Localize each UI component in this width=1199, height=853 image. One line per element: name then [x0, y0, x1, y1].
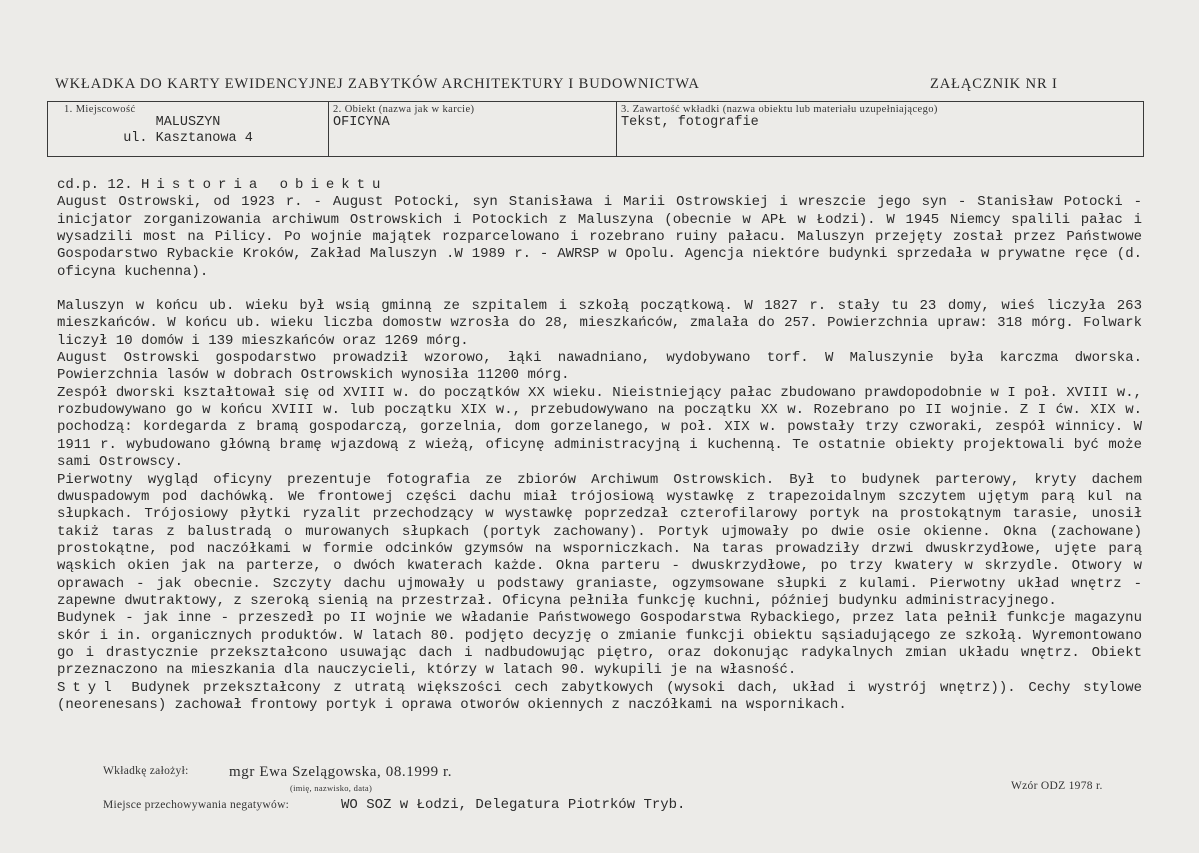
author-hint: (imię, nazwisko, data) — [290, 783, 373, 793]
style-paragraph — [57, 680, 1142, 715]
contents-label: 3. Zawartość wkładki (nazwa obiektu lub materiału uzupełniającego) — [621, 104, 938, 115]
object-cell — [329, 102, 617, 156]
section-prefix: cd.p. 12. — [57, 177, 133, 193]
paragraph-gap — [57, 281, 1142, 298]
author-label: Wkładkę założył: — [103, 765, 189, 777]
paragraph: Maluszyn w końcu ub. wieku był wsią gminną ze szpitalem i szkołą początkową. W 1827 r. stały tu 23 domy, wieś liczyła 263 mieszkańców. W końcu ub. wieku liczba domostw wzrosła do 28, mieszkańców, zmalała do 257. Powierzchnia upraw: 318 mórg. Folwark liczył 10 domów i 139 mieszkańców oraz 1269 mórg. — [57, 298, 1142, 349]
style-text: Budynek przekształcony z utratą większości cech zabytkowych (wysoki dach, układ i wystrój wnętrz)). Cechy stylowe (neorenesans) zachował frontowy portyk i oprawa otworów okiennych z naczółkami na wspornikach. — [57, 679, 1142, 713]
author-value: mgr Ewa Szelągowska, 08.1999 r. — [229, 764, 453, 780]
contents-cell — [617, 102, 1143, 156]
form-fields-table — [47, 101, 1144, 157]
form-model-label: Wzór ODZ 1978 r. — [1011, 780, 1103, 792]
style-title: Styl — [57, 679, 119, 696]
body-text — [57, 177, 1142, 714]
section-heading — [57, 177, 1142, 194]
storage-value: WO SOZ w Łodzi, Delegatura Piotrków Tryb. — [341, 797, 686, 813]
paragraph: Budynek - jak inne - przeszedł po II wojnie we władanie Państwowego Gospodarstwa Rybackiego, przez lata pełnił funkcje magazynu skór i in. organicznych produktów. W latach 80. podjęto decyzję o zmianie funkcji obiektu sąsiadującego ze szkołą. Wyremontowano go i drastycznie przekształcono usuwając dach i nadbudowując piętro, oraz dokonując radykalnych zmian układu wnętrz. Obiekt przeznaczono na mieszkania dla nauczycieli, którzy w latach 90. wykupili je na własność. — [57, 610, 1142, 679]
location-cell — [48, 102, 329, 156]
contents-value: Tekst, fotografie — [621, 115, 759, 130]
paragraph: Zespół dworski kształtował się od XVIII w. do początków XX wieku. Nieistniejący pałac zbudowano prawdopodobnie w I poł. XVIII w., rozbudowywano go w końcu XVIII w. lub początku XIX w., przebudowywano na początku XX w. Rozebrano po II wojnie. Z I ćw. XIX w. pochodzą: kordegarda z bramą gospodarczą, gorzelnia, dom gorzelanego, w poł. XIX w. powstały trzy czworaki, zespół winnicy. W 1911 r. wybudowano główną bramę wjazdową z wieżą, oficynę administracyjną i kuchenną. Te ostatnie obiekty projektowali być może sami Ostrowscy. — [57, 384, 1142, 471]
paragraph: August Ostrowski gospodarstwo prowadził wzorowo, łąki nawadniano, wydobywano torf. W Maluszynie była karczma dworska. Powierzchnia lasów w dobrach Ostrowskich wynosiła 11200 mórg. — [57, 350, 1142, 384]
location-label: 1. Miejscowość — [64, 104, 136, 115]
form-title: WKŁADKA DO KARTY EWIDENCYJNEJ ZABYTKÓW ARCHITEKTURY I BUDOWNICTWA — [55, 76, 700, 92]
location-line1: MALUSZYN — [155, 115, 221, 130]
object-label: 2. Obiekt (nazwa jak w karcie) — [333, 104, 475, 115]
section-title: Historia obiektu — [141, 177, 388, 193]
object-value: OFICYNA — [333, 115, 390, 130]
location-line2: ul. Kasztanowa 4 — [123, 131, 253, 146]
attachment-number: ZAŁĄCZNIK NR I — [930, 76, 1058, 92]
paragraph: August Ostrowski, od 1923 r. - August Potocki, syn Stanisława i Marii Ostrowskiej i wreszcie jego syn - Stanisław Potocki - inicjator zorganizowania archiwum Ostrowskich i Potockich z Maluszyna (obecnie w APŁ w Łodzi). W 1945 Niemcy spalili pałac i wysadzili most na Pilicy. Po wojnie majątek rozparcelowano i rozebrano ruiny pałacu. Maluszyn przejęty został przez Państwowe Gospodarstwo Rybackie Kroków, Zakład Maluszyn .W 1989 r. - AWRSP w Opolu. Agencja niektóre budynki sprzedała w prywatne ręce (d. oficyna kuchenna). — [57, 194, 1142, 280]
paragraph: Pierwotny wygląd oficyny prezentuje fotografia ze zbiorów Archiwum Ostrowskich. Był to budynek parterowy, kryty dachem dwuspadowym pod dachówką. We frontowej części dachu miał trójosiową wystawkę z trapezoidalnym szczytem ujętym parą kul na słupkach. Trójosiowy płytki ryzalit przechodzący w wystawkę poprzedzał czterofilarowy portyk na prostokątnym tarasie, unosił takiż taras z balustradą o murowanych słupkach (portyk zachowany). Portyk ujmowały po dwie osie okienne. Okna (zachowane) prostokątne, pod naczółkami w formie odcinków gzymsów na wsporniczkach. Na taras prowadziły drzwi dwuskrzydłowe, ujęte parą wąskich okien jak na parterze, o dwóch kwaterach każde. Okna parteru - dwuskrzydłowe, po trzy kwatery w skrzydle. Otwory w oprawach - jak obecnie. Szczyty dachu ujmowały u podstawy graniaste, ogzymsowane słupki z kulami. Pierwotny układ wnętrz - zapewne dwutraktowy, z szeroką sienią na przestrzał. Oficyna pełniła funkcję kuchni, później budynku administracyjnego. — [57, 471, 1142, 609]
storage-label: Miejsce przechowywania negatywów: — [103, 799, 290, 811]
